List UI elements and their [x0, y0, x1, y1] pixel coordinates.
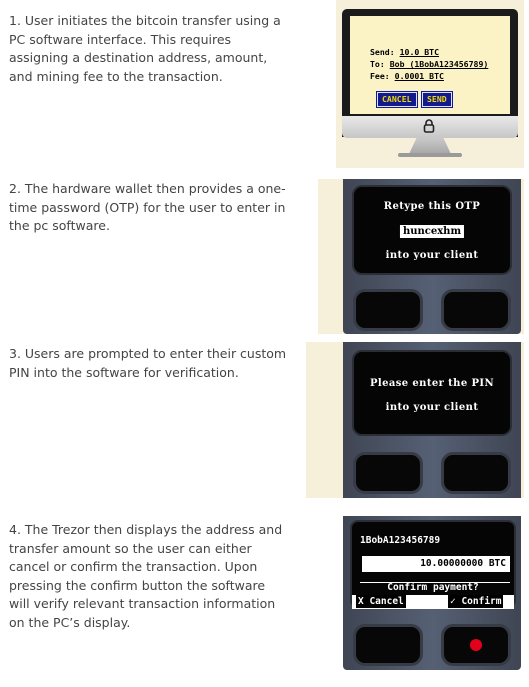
- otp-instruction: Retype this OTP: [383, 201, 481, 212]
- pc-software-screen: [350, 16, 510, 114]
- pin-screen: [352, 350, 512, 436]
- confirm-option[interactable]: ✓ Confirm: [450, 596, 502, 607]
- monitor-stand-foot: [398, 153, 462, 157]
- fee-line: [370, 71, 444, 81]
- otp-instruction-2: into your client: [385, 250, 479, 261]
- hardware-wallet-confirm: [343, 516, 521, 670]
- hardware-wallet-pin: [343, 342, 521, 498]
- fee-label: Fee:: [370, 71, 390, 81]
- send-amount-line: [370, 47, 439, 57]
- pc-monitor-illustration: [336, 0, 524, 168]
- otp-code: huncexhm: [400, 225, 464, 238]
- destination-address: 1BobA123456789: [360, 535, 441, 546]
- monitor-stand: [409, 138, 451, 154]
- step-4-text: 4. The Trezor then displays the address and transfer amount so the user can either cancel or confirm the transaction. Upon pressing the confirm button the software will verify relevant transaction information on the PC’s display.: [9, 522, 283, 630]
- hardware-wallet-otp: [343, 179, 521, 334]
- device-right-button[interactable]: [441, 452, 511, 494]
- pin-instruction: Please enter the PIN: [369, 378, 495, 389]
- confirm-prompt: Confirm payment?: [387, 582, 479, 593]
- device-left-button[interactable]: [353, 452, 423, 494]
- step-1-text: 1. User initiates the bitcoin transfer using a PC software interface. This requires assigning a destination address, amount, and mining fee to the transaction.: [9, 13, 281, 84]
- transfer-amount: 10.00000000 BTC: [420, 558, 506, 569]
- step-2-text: 2. The hardware wallet then provides a one-time password (OTP) for the user to enter in the pc software.: [9, 181, 286, 233]
- pc-cancel-button[interactable]: CANCEL: [377, 92, 417, 107]
- amount-box: [362, 556, 510, 572]
- to-label: To:: [370, 59, 385, 69]
- confirm-screen: [350, 520, 516, 608]
- device-confirm-button[interactable]: [441, 624, 511, 666]
- cancel-option[interactable]: X Cancel: [358, 596, 404, 607]
- pin-instruction-2: into your client: [385, 402, 479, 413]
- destination-address-value[interactable]: Bob (1BobA123456789): [389, 59, 489, 69]
- pc-send-button[interactable]: SEND: [422, 92, 452, 107]
- fee-value[interactable]: 0.0001 BTC: [394, 71, 444, 81]
- red-dot-icon: [470, 639, 482, 651]
- destination-line: [370, 59, 488, 69]
- device-cancel-button[interactable]: [353, 624, 423, 666]
- device-left-button[interactable]: [353, 289, 423, 331]
- lock-icon: [423, 119, 435, 133]
- otp-screen: [352, 185, 512, 275]
- step-3-text: 3. Users are prompted to enter their custom PIN into the software for verification.: [9, 346, 287, 380]
- device-right-button[interactable]: [441, 289, 511, 331]
- send-label: Send:: [370, 47, 395, 57]
- send-amount-value[interactable]: 10.0 BTC: [399, 47, 440, 57]
